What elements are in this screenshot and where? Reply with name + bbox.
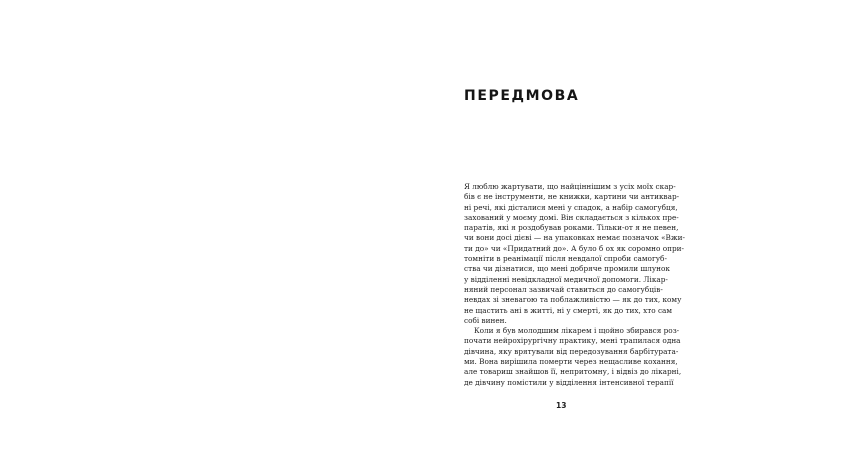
text-line: томніти в реанімації після невдалої спроби самогуб- (464, 254, 667, 264)
text-line: паратів, які я роздобував роками. Тільки-от я не певен, (464, 223, 679, 233)
text-line: ства чи дізнатися, що мені добряче промили шлунок (464, 264, 670, 274)
text-line: ні речі, які дісталися мені у спадок, а набір самогубця, (464, 202, 678, 212)
text-line: де дівчину помістили у відділення інтенсивної терапії (464, 377, 674, 387)
text-line: бів є не інструменти, не книжки, картини чи антиквар- (464, 192, 680, 202)
text-line: невдах зі зневагою та поблажливістю — як до тих, кому (464, 295, 682, 305)
text-line: не щастить ані в житті, ні у смерті, як до тих, хто сам (464, 305, 673, 315)
text-line: чи вони досі дієві — на упаковках немає позначок «Вжи- (464, 233, 685, 243)
text-line: ми. Вона вирішила померти через нещасливе кохання, (464, 357, 678, 367)
page-number: 13 (556, 401, 567, 410)
text-line: захований у моєму домі. Він складається з кількох пре- (464, 212, 679, 222)
text-line: але товариш знайшов її, непритомну, і відвіз до лікарні, (464, 367, 682, 377)
text-line: почати нейрохірургічну практику, мені трапилася одна (464, 336, 681, 346)
text-line: ти до» чи «Придатний до». А було б ох як соромно опри- (464, 243, 684, 253)
chapter-title: ПЕРЕДМОВА (464, 88, 580, 104)
text-line: собі винен. (464, 315, 507, 325)
body-text (464, 182, 685, 388)
paragraph-1 (464, 182, 685, 326)
text-line: у відділенні невідкладної медичної допомоги. Лікар- (464, 274, 668, 284)
text-line: Я люблю жартувати, що найціннішим з усіх моїх скар- (464, 182, 676, 191)
text-line: дівчина, яку врятували від передозування барбітурата- (464, 346, 679, 356)
text-line: няний персонал зазвичай ставиться до самогубців- (464, 284, 663, 294)
paragraph-2 (464, 326, 682, 388)
text-line: Коли я був молодшим лікарем і щойно збирався роз- (474, 326, 680, 336)
